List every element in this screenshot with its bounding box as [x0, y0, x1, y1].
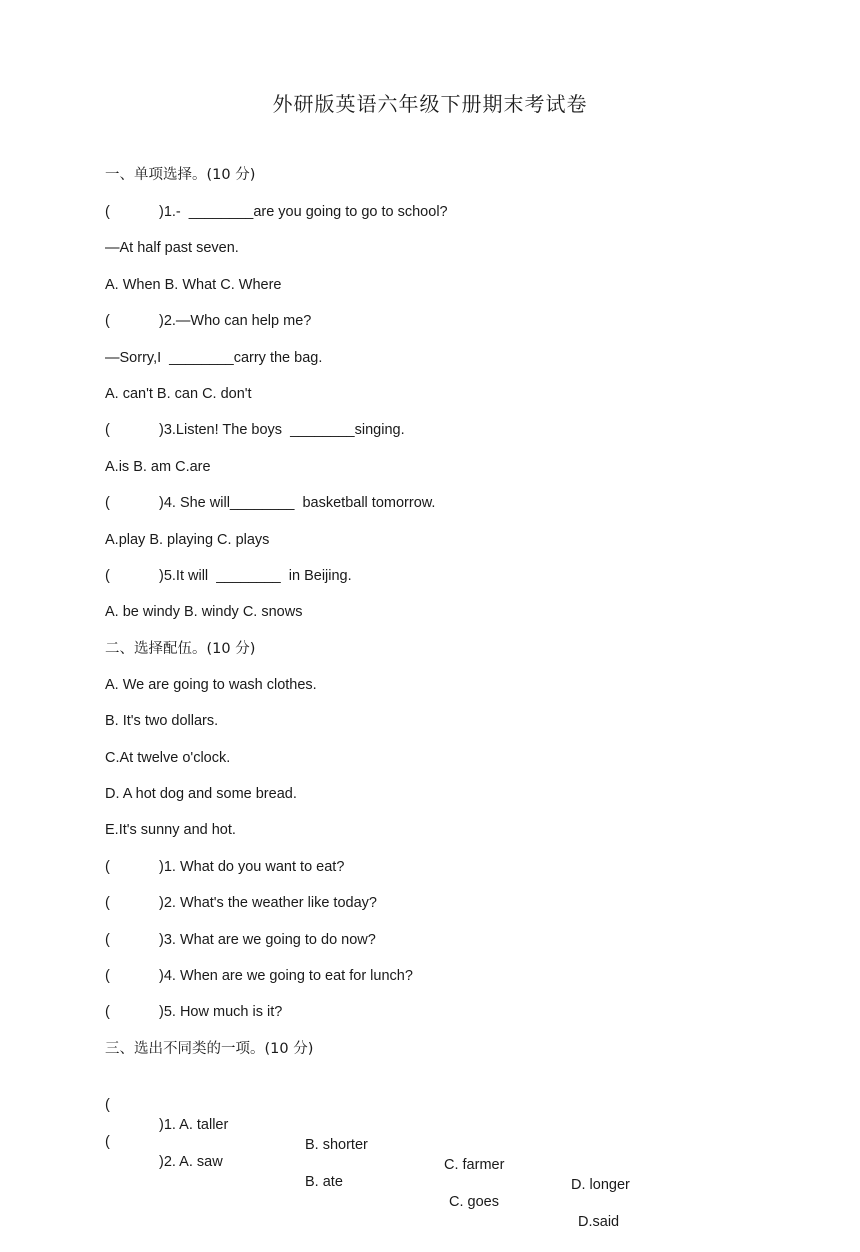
option-c: C. farmer — [444, 1157, 505, 1173]
choice-line: B. It's two dollars. — [105, 713, 219, 729]
question-text: )1. A. taller — [159, 1117, 229, 1133]
answer-paren: ( — [105, 422, 110, 438]
option-d: D. longer — [571, 1177, 630, 1193]
options-line: A.is B. am C.are — [105, 459, 211, 475]
answer-paren: ( — [105, 895, 110, 911]
options-line: A. can't B. can C. don't — [105, 386, 252, 402]
choice-line: A. We are going to wash clothes. — [105, 677, 317, 693]
answer-paren: ( — [105, 1134, 110, 1150]
options-line: A.play B. playing C. plays — [105, 532, 270, 548]
question-text: )2. A. saw — [159, 1154, 223, 1170]
answer-paren: ( — [105, 859, 110, 875]
answer-paren: ( — [105, 968, 110, 984]
question-text: )3. What are we going to do now? — [159, 932, 376, 948]
question-text: )4. When are we going to eat for lunch? — [159, 968, 413, 984]
section-2-heading: 二、选择配伍。(10 分) — [105, 641, 256, 657]
question-text: )1.- ________are you going to go to school? — [159, 204, 448, 220]
option-b: B. ate — [305, 1174, 343, 1190]
option-c: C. goes — [449, 1194, 499, 1210]
answer-line: —At half past seven. — [105, 240, 239, 256]
option-b: B. shorter — [305, 1137, 368, 1153]
question-text: )5.It will ________ in Beijing. — [159, 568, 352, 584]
answer-paren: ( — [105, 495, 110, 511]
answer-paren: ( — [105, 1004, 110, 1020]
answer-line: —Sorry,I ________carry the bag. — [105, 350, 323, 366]
answer-paren: ( — [105, 313, 110, 329]
answer-paren: ( — [105, 568, 110, 584]
question-text: )1. What do you want to eat? — [159, 859, 345, 875]
choice-line: C.At twelve o'clock. — [105, 750, 231, 766]
question-text: )4. She will________ basketball tomorrow. — [159, 495, 436, 511]
options-line: A. When B. What C. Where — [105, 277, 282, 293]
choice-line: E.It's sunny and hot. — [105, 822, 236, 838]
options-line: A. be windy B. windy C. snows — [105, 604, 303, 620]
answer-paren: ( — [105, 1097, 110, 1113]
answer-paren: ( — [105, 932, 110, 948]
option-d: D.said — [578, 1214, 620, 1230]
question-text: )3.Listen! The boys ________singing. — [159, 422, 405, 438]
question-text: )2.—Who can help me? — [159, 313, 312, 329]
odd-one-out-row — [105, 1112, 665, 1252]
page-title: 外研版英语六年级下册期末考试卷 — [272, 92, 588, 116]
choice-line: D. A hot dog and some bread. — [105, 786, 297, 802]
question-text: )2. What's the weather like today? — [159, 895, 377, 911]
section-1-heading: 一、单项选择。(10 分) — [105, 167, 256, 183]
question-text: )5. How much is it? — [159, 1004, 283, 1020]
answer-paren: ( — [105, 204, 110, 220]
section-3-heading: 三、选出不同类的一项。(10 分) — [105, 1041, 314, 1057]
